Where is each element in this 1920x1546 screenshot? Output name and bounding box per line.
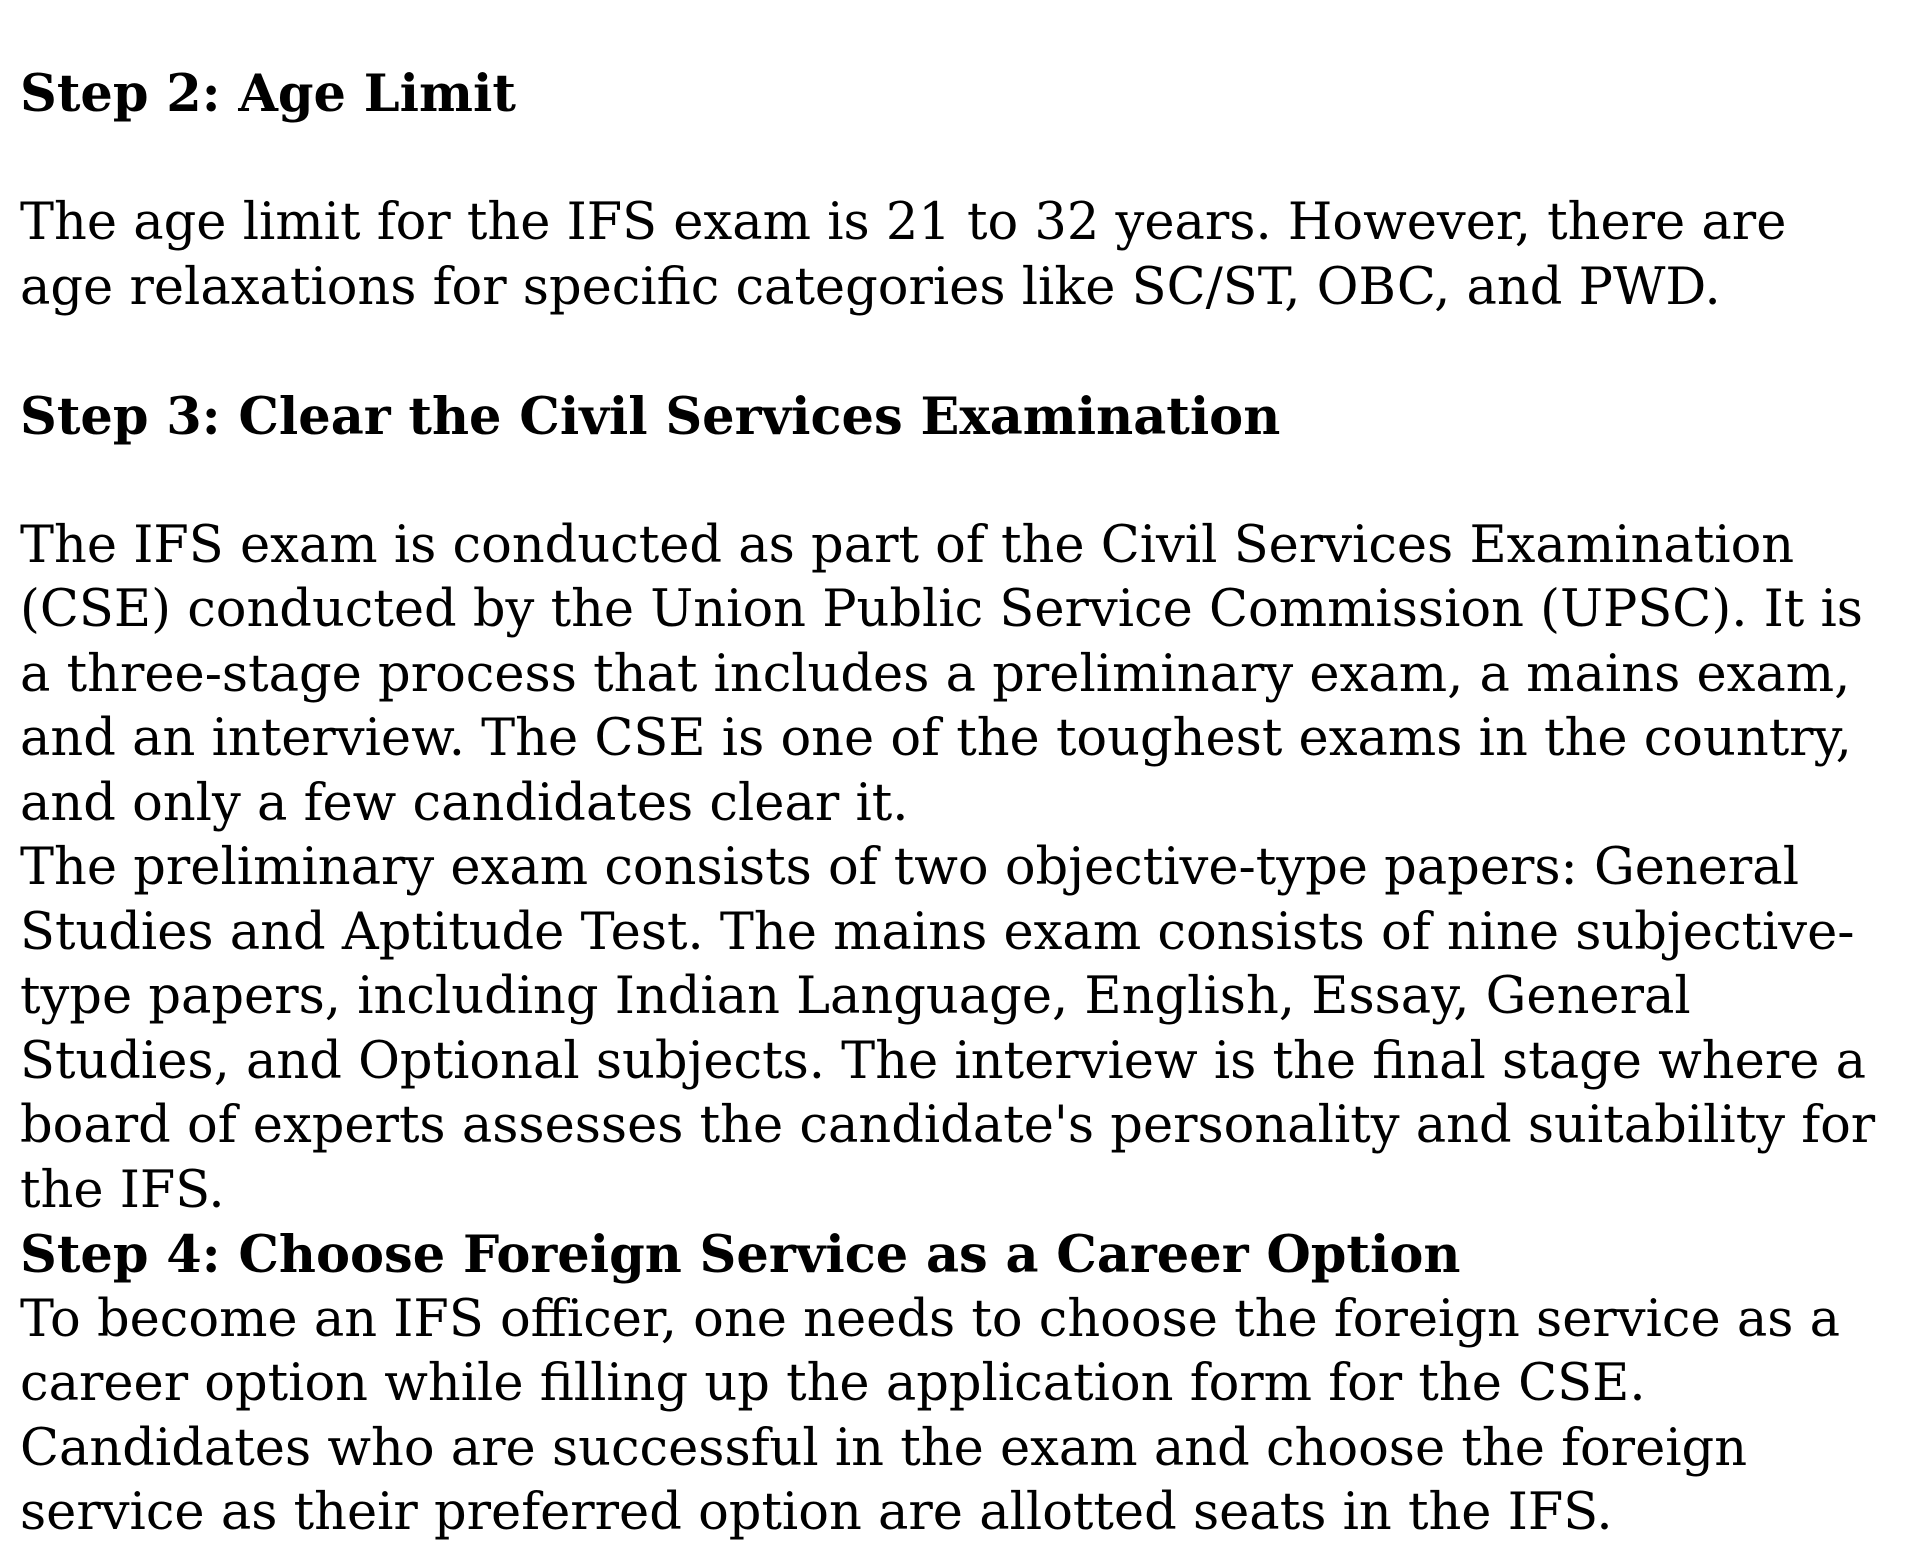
spacer	[20, 320, 1890, 385]
step-4-paragraph-2: Candidates who are successful in the exam and choose the foreign service as their preferred option are allotted seats in the IFS.	[20, 1418, 1748, 1542]
step-2-paragraph: The age limit for the IFS exam is 21 to 32 years. However, there are age relaxations for specific categories like SC/ST, OBC, and PWD.	[20, 193, 1787, 317]
step-3-heading: Step 3: Clear the Civil Services Examination	[20, 386, 1281, 447]
step-3-paragraph-1: The IFS exam is conducted as part of the Civil Services Examination (CSE) conducted by the Union Public Service Commission (UPSC). It is a three-stage process that includes a preliminary exam, a mains exam, and an interview. The CSE is one of the toughest exams in the country, and only a few candidates clear it.	[20, 515, 1863, 833]
step-3-paragraph-2: The preliminary exam consists of two objective-type papers: General Studies and Aptitude Test. The mains exam consists of nine subjective-type papers, including Indian Language, English, Essay, General Studies, and Optional subjects. The interview is the final stage where a board of experts assesses the candidate's personality and suitability for the IFS.	[20, 838, 1876, 1220]
document-body	[20, 62, 1890, 1546]
step-2-heading: Step 2: Age Limit	[20, 64, 516, 124]
step-4-paragraph-1: To become an IFS officer, one needs to choose the foreign service as a career option while filling up the application form for the CSE.	[20, 1289, 1841, 1413]
spacer	[20, 449, 1890, 514]
step-4-heading: Step 4: Choose Foreign Service as a Career Option	[20, 1225, 1461, 1285]
spacer	[20, 127, 1890, 192]
